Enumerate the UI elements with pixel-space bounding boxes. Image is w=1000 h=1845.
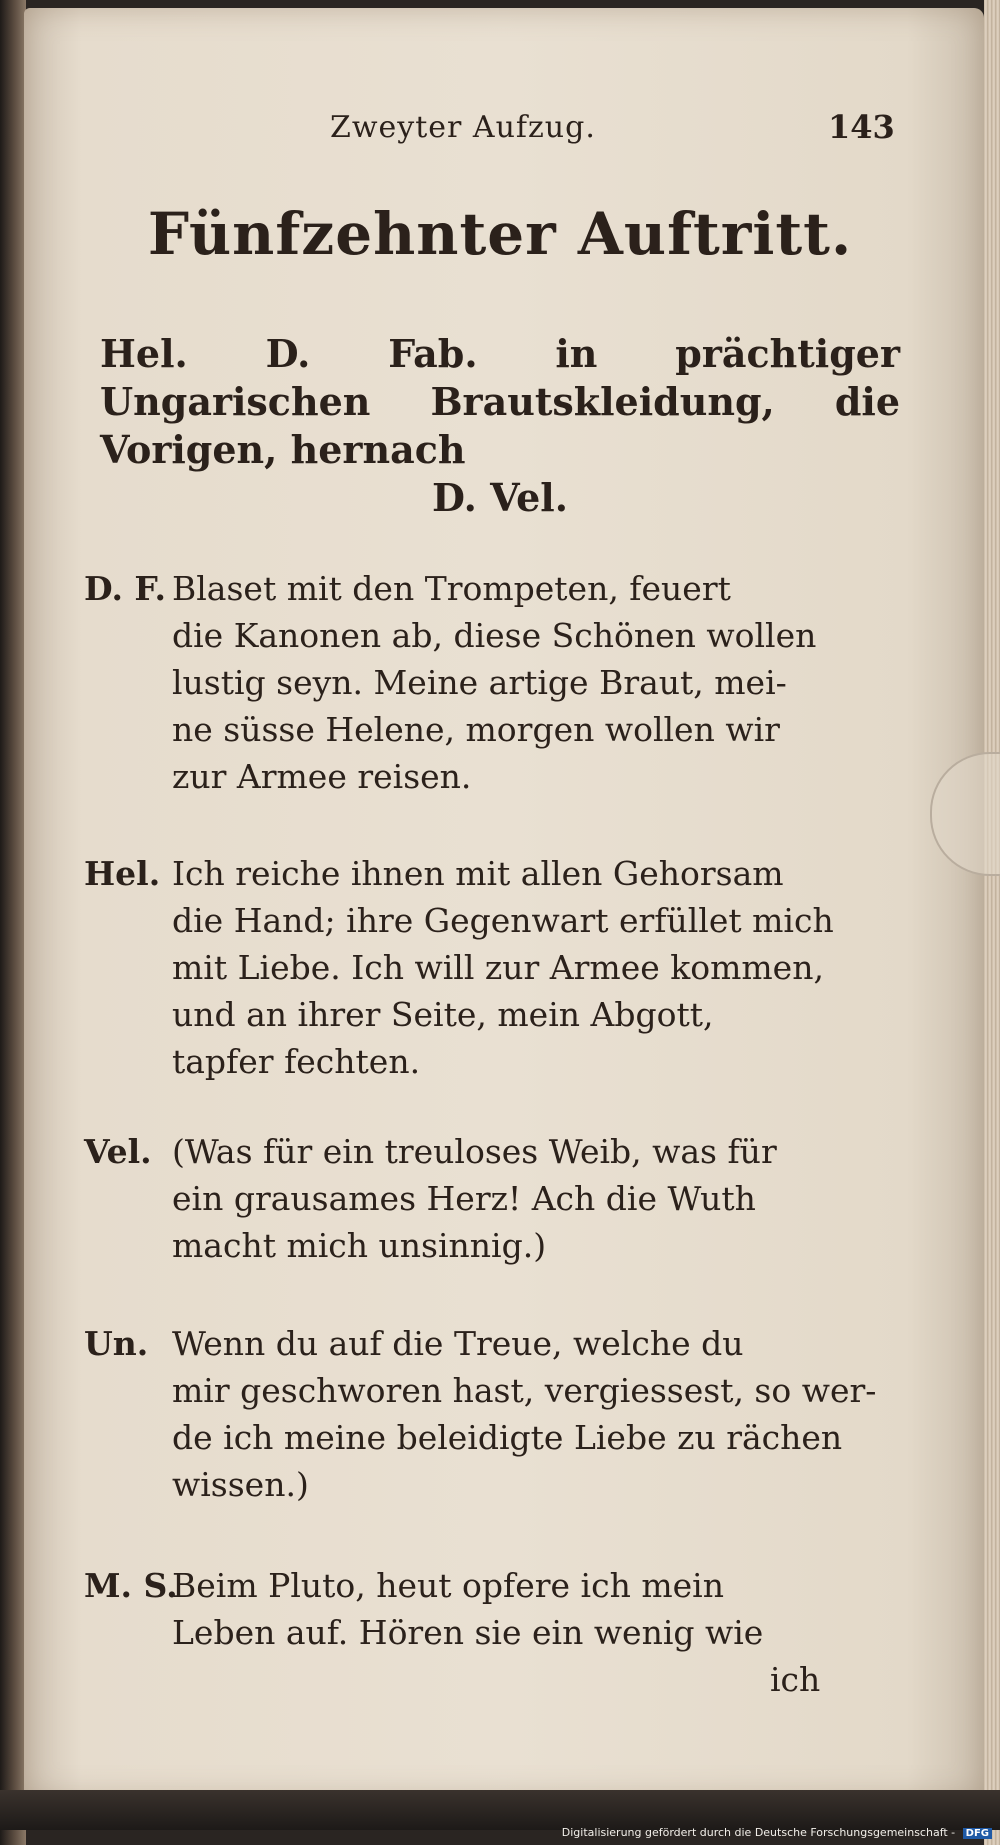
stage-direction-line: Brautskleidung, die Vorigen, hernach	[100, 379, 900, 472]
speech-line: ne süsse Helene, morgen wollen wir	[172, 710, 780, 749]
speech-line: Beim Pluto, heut opfere ich mein	[172, 1566, 724, 1605]
running-title: Zweyter Aufzug.	[330, 110, 596, 145]
speech-line: die Hand; ihre Gegenwart erfüllet mich	[172, 901, 834, 940]
bottom-shadow	[0, 1790, 1000, 1830]
speech-line: macht mich unsinnig.)	[172, 1226, 547, 1265]
speech-line: mir geschworen hast, vergiessest, so wer-	[172, 1371, 877, 1410]
speech-line: Leben auf. Hören sie ein wenig wie	[172, 1613, 764, 1652]
speaker-name: Vel.	[84, 1132, 152, 1171]
scene-heading: Fünfzehnter Auftritt.	[147, 200, 853, 268]
stage-direction-line: D. Vel.	[432, 475, 568, 520]
book-spine-edge	[0, 0, 26, 1845]
catchword: ich	[770, 1660, 821, 1699]
page-number: 143	[828, 108, 895, 146]
speech-line: (Was für ein treuloses Weib, was für	[172, 1132, 777, 1171]
dfg-logo: DFG	[963, 1828, 992, 1839]
speech-block	[84, 565, 904, 800]
page-stack-edge	[984, 0, 1000, 1845]
speech-line: de ich meine beleidigte Liebe zu rächen	[172, 1418, 843, 1457]
speech-line: Ich reiche ihnen mit allen Gehorsam	[172, 854, 784, 893]
speech-block	[84, 850, 904, 1085]
speaker-name: Un.	[84, 1324, 149, 1363]
credit-text: Digitalisierung gefördert durch die Deutsche Forschungsgemeinschaft -	[561, 1826, 956, 1839]
speech-line: tapfer fechten.	[172, 1042, 421, 1081]
speech-block	[84, 1320, 904, 1508]
speaker-name: D. F.	[84, 569, 167, 608]
stage-direction-line: Hel. D. Fab. in prächtiger Ungarischen	[100, 331, 900, 424]
speech-line: mit Liebe. Ich will zur Armee kommen,	[172, 948, 824, 987]
speech-line: ein grausames Herz! Ach die Wuth	[172, 1179, 756, 1218]
speech-line: Blaset mit den Trompeten, feuert	[172, 569, 731, 608]
speech-line: lustig seyn. Meine artige Braut, mei-	[172, 663, 787, 702]
speech-line: und an ihrer Seite, mein Abgott,	[172, 995, 714, 1034]
speech-line: Wenn du auf die Treue, welche du	[172, 1324, 744, 1363]
stage-direction	[100, 330, 900, 522]
speech-line: zur Armee reisen.	[172, 757, 472, 796]
speaker-name: Hel.	[84, 854, 161, 893]
speech-line: wissen.)	[172, 1465, 309, 1504]
speech-line: die Kanonen ab, diese Schönen wollen	[172, 616, 817, 655]
speech-block	[84, 1128, 904, 1269]
speech-block	[84, 1562, 904, 1656]
digitization-credit	[562, 1826, 992, 1839]
speaker-name: M. S.	[84, 1566, 178, 1605]
